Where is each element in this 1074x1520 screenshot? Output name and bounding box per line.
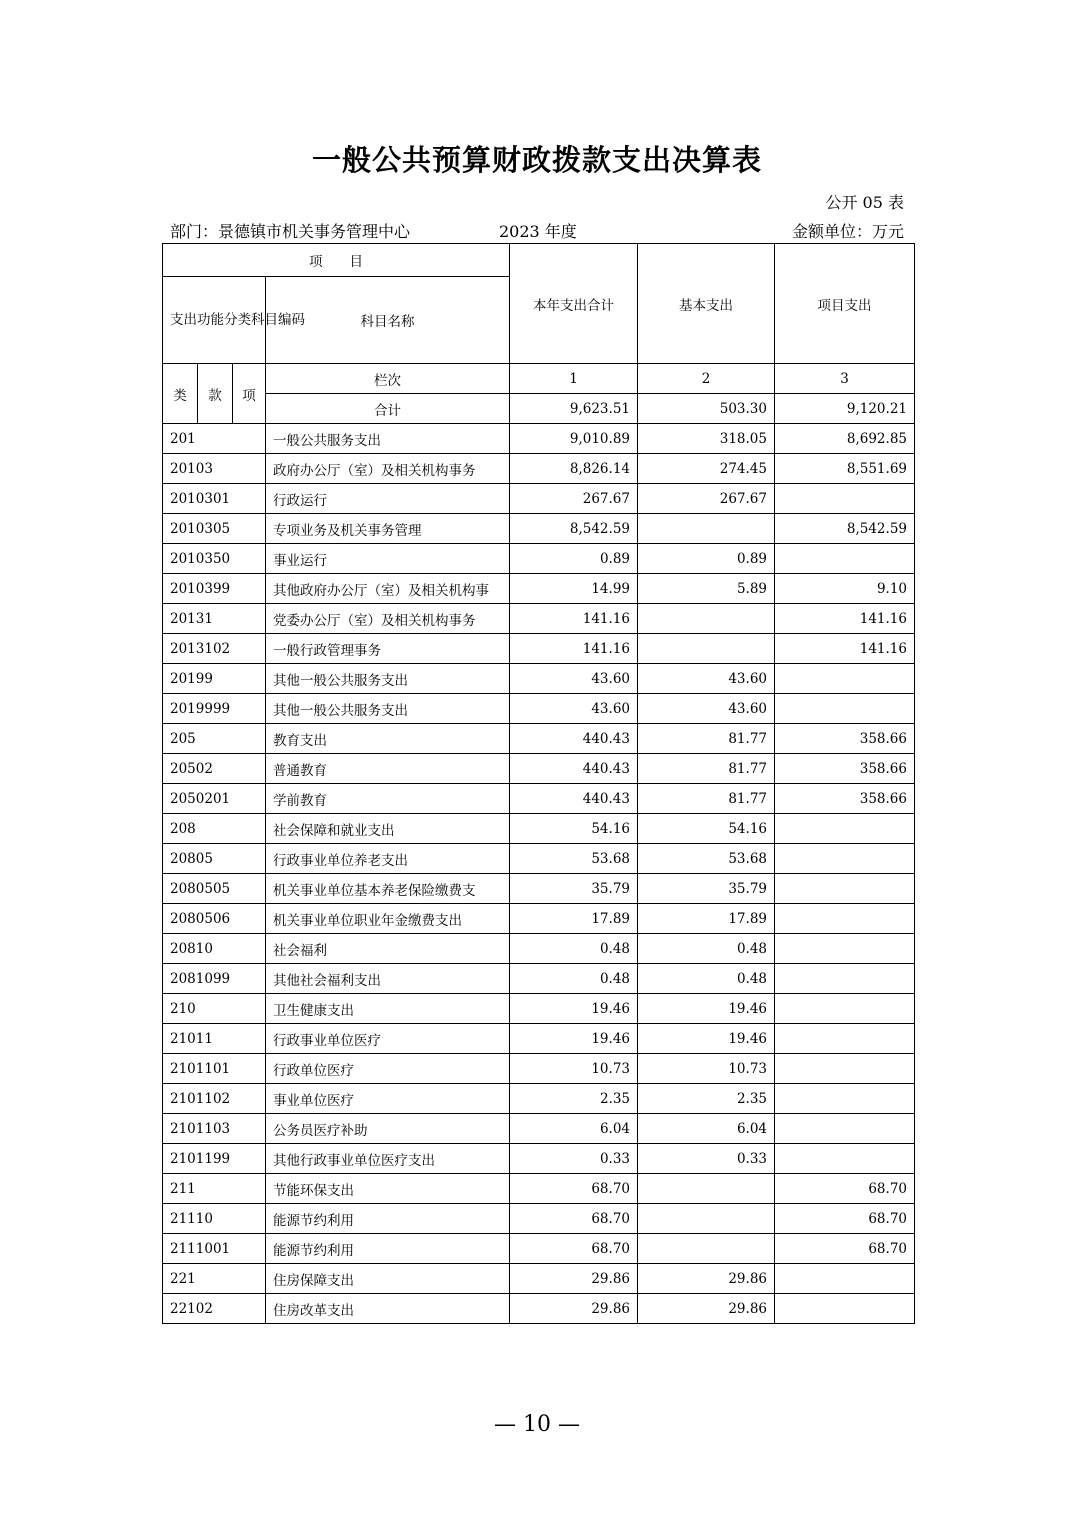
row-code: 2101102 (163, 1084, 266, 1114)
row-code: 21110 (163, 1204, 266, 1234)
header-total: 本年支出合计 (510, 244, 638, 364)
total-sum: 9,623.51 (510, 394, 638, 424)
table-row (163, 1084, 915, 1114)
row-subject-name: 其他政府办公厅（室）及相关机构事 (266, 574, 510, 604)
row-basic: 10.73 (638, 1054, 775, 1084)
table-row (163, 664, 915, 694)
row-project: 8,542.59 (775, 514, 915, 544)
row-project (775, 1024, 915, 1054)
row-total: 0.48 (510, 934, 638, 964)
row-project (775, 874, 915, 904)
row-subject-name: 能源节约利用 (266, 1234, 510, 1264)
row-project: 9.10 (775, 574, 915, 604)
table-row (163, 1264, 915, 1294)
row-subject-name: 其他一般公共服务支出 (266, 664, 510, 694)
row-code: 2101103 (163, 1114, 266, 1144)
row-total: 17.89 (510, 904, 638, 934)
row-basic: 0.33 (638, 1144, 775, 1174)
row-basic: 5.89 (638, 574, 775, 604)
row-total: 19.46 (510, 994, 638, 1024)
department-label: 部门：景德镇市机关事务管理中心 (170, 222, 411, 241)
row-total: 43.60 (510, 694, 638, 724)
row-basic: 0.48 (638, 964, 775, 994)
row-code: 2101101 (163, 1054, 266, 1084)
row-basic: 0.89 (638, 544, 775, 574)
table-row (163, 964, 915, 994)
header-project: 项目支出 (775, 244, 915, 364)
header-func-code: 支出功能分类科目编码 (163, 277, 266, 364)
row-total: 440.43 (510, 784, 638, 814)
row-project: 8,551.69 (775, 454, 915, 484)
row-code: 2010350 (163, 544, 266, 574)
row-subject-name: 行政事业单位医疗 (266, 1024, 510, 1054)
header-subject-name: 科目名称 (266, 277, 510, 364)
row-basic: 17.89 (638, 904, 775, 934)
table-row (163, 724, 915, 754)
table-row (163, 1144, 915, 1174)
row-code: 2050201 (163, 784, 266, 814)
row-basic: 29.86 (638, 1294, 775, 1324)
row-total: 19.46 (510, 1024, 638, 1054)
row-basic: 29.86 (638, 1264, 775, 1294)
row-total: 68.70 (510, 1204, 638, 1234)
row-basic (638, 634, 775, 664)
row-project (775, 934, 915, 964)
table-row (163, 454, 915, 484)
row-subject-name: 能源节约利用 (266, 1204, 510, 1234)
table-row (163, 844, 915, 874)
column-number-2: 2 (638, 364, 775, 394)
row-subject-name: 公务员医疗补助 (266, 1114, 510, 1144)
table-row (163, 1054, 915, 1084)
row-basic (638, 1174, 775, 1204)
row-total: 0.48 (510, 964, 638, 994)
table-row (163, 634, 915, 664)
row-basic: 43.60 (638, 694, 775, 724)
row-basic: 2.35 (638, 1084, 775, 1114)
row-project: 8,692.85 (775, 424, 915, 454)
page-title: 一般公共预算财政拨款支出决算表 (311, 143, 762, 177)
row-project (775, 1114, 915, 1144)
row-code: 20131 (163, 604, 266, 634)
row-code: 221 (163, 1264, 266, 1294)
row-code: 20103 (163, 454, 266, 484)
row-subject-name: 普通教育 (266, 754, 510, 784)
row-total: 141.16 (510, 634, 638, 664)
row-basic: 81.77 (638, 724, 775, 754)
row-code: 2080505 (163, 874, 266, 904)
row-subject-name: 住房改革支出 (266, 1294, 510, 1324)
table-row (163, 484, 915, 514)
row-total: 43.60 (510, 664, 638, 694)
row-basic: 81.77 (638, 784, 775, 814)
row-code: 20810 (163, 934, 266, 964)
page-number: — 10 — (494, 1412, 580, 1437)
row-basic: 81.77 (638, 754, 775, 784)
row-total: 29.86 (510, 1264, 638, 1294)
row-total: 53.68 (510, 844, 638, 874)
row-project (775, 814, 915, 844)
row-total: 35.79 (510, 874, 638, 904)
table-row (163, 904, 915, 934)
row-project (775, 994, 915, 1024)
row-subject-name: 行政事业单位养老支出 (266, 844, 510, 874)
row-basic (638, 1234, 775, 1264)
row-basic: 6.04 (638, 1114, 775, 1144)
table-row (163, 544, 915, 574)
row-basic: 318.05 (638, 424, 775, 454)
row-total: 9,010.89 (510, 424, 638, 454)
row-code: 2111001 (163, 1234, 266, 1264)
row-basic: 0.48 (638, 934, 775, 964)
row-subject-name: 一般行政管理事务 (266, 634, 510, 664)
table-row (163, 1204, 915, 1234)
row-basic (638, 1204, 775, 1234)
row-basic: 54.16 (638, 814, 775, 844)
row-subject-name: 其他一般公共服务支出 (266, 694, 510, 724)
total-row (163, 394, 915, 424)
row-subject-name: 党委办公厅（室）及相关机构事务 (266, 604, 510, 634)
table-row (163, 934, 915, 964)
row-basic (638, 514, 775, 544)
row-basic: 53.68 (638, 844, 775, 874)
table-row (163, 1024, 915, 1054)
header-row-item (163, 244, 915, 277)
table-row (163, 754, 915, 784)
row-basic: 35.79 (638, 874, 775, 904)
total-basic: 503.30 (638, 394, 775, 424)
row-code: 2081099 (163, 964, 266, 994)
row-code: 2080506 (163, 904, 266, 934)
table-row (163, 814, 915, 844)
row-code: 211 (163, 1174, 266, 1204)
row-total: 141.16 (510, 604, 638, 634)
row-code: 2010305 (163, 514, 266, 544)
row-project (775, 484, 915, 514)
row-project (775, 1084, 915, 1114)
table-row (163, 1294, 915, 1324)
row-code: 208 (163, 814, 266, 844)
row-total: 440.43 (510, 724, 638, 754)
row-basic (638, 604, 775, 634)
header-lanci: 栏次 (266, 364, 510, 394)
column-number-1: 1 (510, 364, 638, 394)
row-total: 8,542.59 (510, 514, 638, 544)
row-total: 68.70 (510, 1234, 638, 1264)
row-code: 2013102 (163, 634, 266, 664)
row-total: 54.16 (510, 814, 638, 844)
row-total: 6.04 (510, 1114, 638, 1144)
row-code: 2010399 (163, 574, 266, 604)
row-code: 2101199 (163, 1144, 266, 1174)
row-total: 8,826.14 (510, 454, 638, 484)
row-basic: 267.67 (638, 484, 775, 514)
row-code: 20199 (163, 664, 266, 694)
row-total: 29.86 (510, 1294, 638, 1324)
row-project: 358.66 (775, 724, 915, 754)
header-row-column-numbers (163, 364, 915, 394)
row-project (775, 904, 915, 934)
row-subject-name: 社会福利 (266, 934, 510, 964)
row-subject-name: 事业运行 (266, 544, 510, 574)
row-project: 358.66 (775, 754, 915, 784)
row-subject-name: 教育支出 (266, 724, 510, 754)
row-subject-name: 住房保障支出 (266, 1264, 510, 1294)
row-subject-name: 社会保障和就业支出 (266, 814, 510, 844)
header-item: 项 目 (163, 244, 510, 277)
row-subject-name: 学前教育 (266, 784, 510, 814)
fiscal-year: 2023 年度 (499, 222, 577, 241)
row-code: 22102 (163, 1294, 266, 1324)
table-row (163, 1114, 915, 1144)
header-kuan: 款 (198, 364, 233, 424)
row-subject-name: 机关事业单位基本养老保险缴费支 (266, 874, 510, 904)
row-project (775, 694, 915, 724)
table-row (163, 1234, 915, 1264)
row-subject-name: 其他行政事业单位医疗支出 (266, 1144, 510, 1174)
table-row (163, 994, 915, 1024)
expenditure-table (162, 243, 915, 1324)
row-project (775, 1144, 915, 1174)
table-row (163, 604, 915, 634)
row-project (775, 1054, 915, 1084)
row-total: 10.73 (510, 1054, 638, 1084)
header-lei: 类 (163, 364, 198, 424)
row-subject-name: 卫生健康支出 (266, 994, 510, 1024)
column-number-3: 3 (775, 364, 915, 394)
row-subject-name: 节能环保支出 (266, 1174, 510, 1204)
row-project: 68.70 (775, 1174, 915, 1204)
table-row (163, 424, 915, 454)
row-basic: 43.60 (638, 664, 775, 694)
total-label: 合计 (266, 394, 510, 424)
row-project (775, 664, 915, 694)
table-row (163, 514, 915, 544)
row-subject-name: 行政运行 (266, 484, 510, 514)
row-code: 201 (163, 424, 266, 454)
header-basic: 基本支出 (638, 244, 775, 364)
row-subject-name: 机关事业单位职业年金缴费支出 (266, 904, 510, 934)
row-project: 358.66 (775, 784, 915, 814)
row-basic: 19.46 (638, 1024, 775, 1054)
table-row (163, 574, 915, 604)
row-code: 2019999 (163, 694, 266, 724)
row-project (775, 544, 915, 574)
row-project: 141.16 (775, 634, 915, 664)
row-total: 2.35 (510, 1084, 638, 1114)
total-project: 9,120.21 (775, 394, 915, 424)
table-row (163, 784, 915, 814)
row-project: 68.70 (775, 1204, 915, 1234)
row-total: 0.33 (510, 1144, 638, 1174)
header-xiang: 项 (233, 364, 266, 424)
row-subject-name: 专项业务及机关事务管理 (266, 514, 510, 544)
row-basic: 274.45 (638, 454, 775, 484)
row-code: 205 (163, 724, 266, 754)
amount-unit: 金额单位：万元 (791, 222, 904, 241)
row-total: 267.67 (510, 484, 638, 514)
row-project: 68.70 (775, 1234, 915, 1264)
row-total: 68.70 (510, 1174, 638, 1204)
row-basic: 19.46 (638, 994, 775, 1024)
row-code: 20805 (163, 844, 266, 874)
row-total: 440.43 (510, 754, 638, 784)
row-project: 141.16 (775, 604, 915, 634)
table-row (163, 874, 915, 904)
row-code: 2010301 (163, 484, 266, 514)
row-project (775, 1264, 915, 1294)
row-code: 21011 (163, 1024, 266, 1054)
row-subject-name: 其他社会福利支出 (266, 964, 510, 994)
row-subject-name: 政府办公厅（室）及相关机构事务 (266, 454, 510, 484)
form-number: 公开 05 表 (825, 193, 904, 212)
row-project (775, 964, 915, 994)
row-code: 210 (163, 994, 266, 1024)
row-subject-name: 行政单位医疗 (266, 1054, 510, 1084)
row-subject-name: 事业单位医疗 (266, 1084, 510, 1114)
row-code: 20502 (163, 754, 266, 784)
table-row (163, 694, 915, 724)
row-project (775, 844, 915, 874)
row-total: 14.99 (510, 574, 638, 604)
row-total: 0.89 (510, 544, 638, 574)
row-subject-name: 一般公共服务支出 (266, 424, 510, 454)
row-project (775, 1294, 915, 1324)
table-row (163, 1174, 915, 1204)
